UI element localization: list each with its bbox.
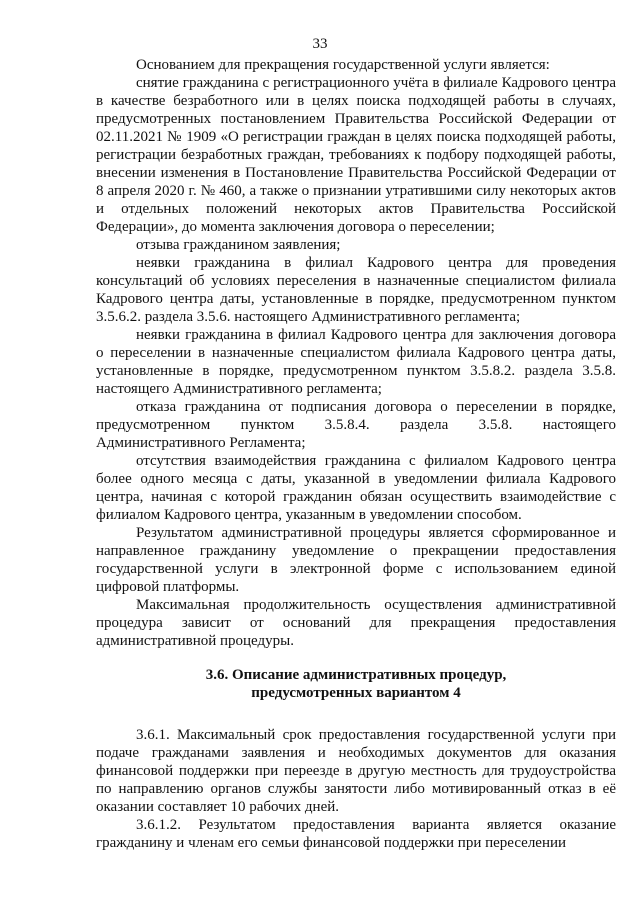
section-heading <box>96 666 616 702</box>
section-heading-line-1: 3.6. Описание административных процедур, <box>205 667 507 683</box>
paragraph-procedure-result: Результатом административной процедуры является сформированное и направленное гражданину уведомление о прекращении предоставления государственной услуги в электронной форме с использованием единой цифровой платформы. <box>96 525 616 595</box>
paragraph-3-6-1: 3.6.1. Максимальный срок предоставления государственной услуги при подаче гражданами заявления и необходимых документов для оказания финансовой поддержки при переезде в другую местность для трудоустройства по направлению органов службы занятости либо мотивированный отказ в её оказании составляет 10 рабочих дней. <box>96 727 616 815</box>
paragraph-grounds-intro: Основанием для прекращения государственной услуги является: <box>136 57 550 73</box>
document-body <box>96 56 616 852</box>
paragraph-no-interaction: отсутствия взаимодействия гражданина с филиалом Кадрового центра более одного месяца с даты, указанной в уведомлении филиала Кадрового центра, начиная с которой гражданин обязан осуществить взаимодействие с филиалом Кадрового центра, указанным в уведомлении способом. <box>96 453 616 523</box>
paragraph-withdrawal: отзыва гражданином заявления; <box>136 237 341 253</box>
page-number: 33 <box>312 36 328 52</box>
paragraph-deregistration: снятие гражданина с регистрационного учёта в филиале Кадрового центра в качестве безработного или в целях поиска подходящей работы в случаях, предусмотренных постановлением Правительства Российской Федерации от 02.11.2021 № 1909 «О регистрации граждан в целях поиска подходящей работы, регистрации безработных граждан, требованиях к подбору подходящей работы, внесении изменения в Постановление Правительства Российской Федерации от 8 апреля 2020 г. № 460, а также о признании утратившими силу некоторых актов и отдельных положений некоторых актов Правительства Российской Федерации», до момента заключения договора о переселении; <box>96 75 616 235</box>
paragraph-max-duration: Максимальная продолжительность осуществления административной процедура зависит от оснований для прекращения предоставления административной процедуры. <box>96 597 616 649</box>
paragraph-no-show-consultation: неявки гражданина в филиал Кадрового центра для проведения консультаций об условиях переселения в назначенные специалистом филиала Кадрового центра даты, установленные в порядке, предусмотренном пунктом 3.5.6.2. раздела 3.5.6. настоящего Административного регламента; <box>96 255 616 325</box>
section-heading-line-2: предусмотренных вариантом 4 <box>251 685 461 701</box>
paragraph-refusal-to-sign: отказа гражданина от подписания договора о переселении в порядке, предусмотренном пунктом 3.5.8.4. раздела 3.5.8. настоящего Административного Регламента; <box>96 399 616 451</box>
paragraph-no-show-contract: неявки гражданина в филиал Кадрового центра для заключения договора о переселении в назначенные специалистом филиала Кадрового центра даты, установленные в порядке, предусмотренном пунктом 3.5.8.2. раздела 3.5.8. настоящего Административного регламента; <box>96 327 616 397</box>
paragraph-3-6-1-2: 3.6.1.2. Результатом предоставления варианта является оказание гражданину и членам его семьи финансовой поддержки при переселении <box>96 817 616 851</box>
